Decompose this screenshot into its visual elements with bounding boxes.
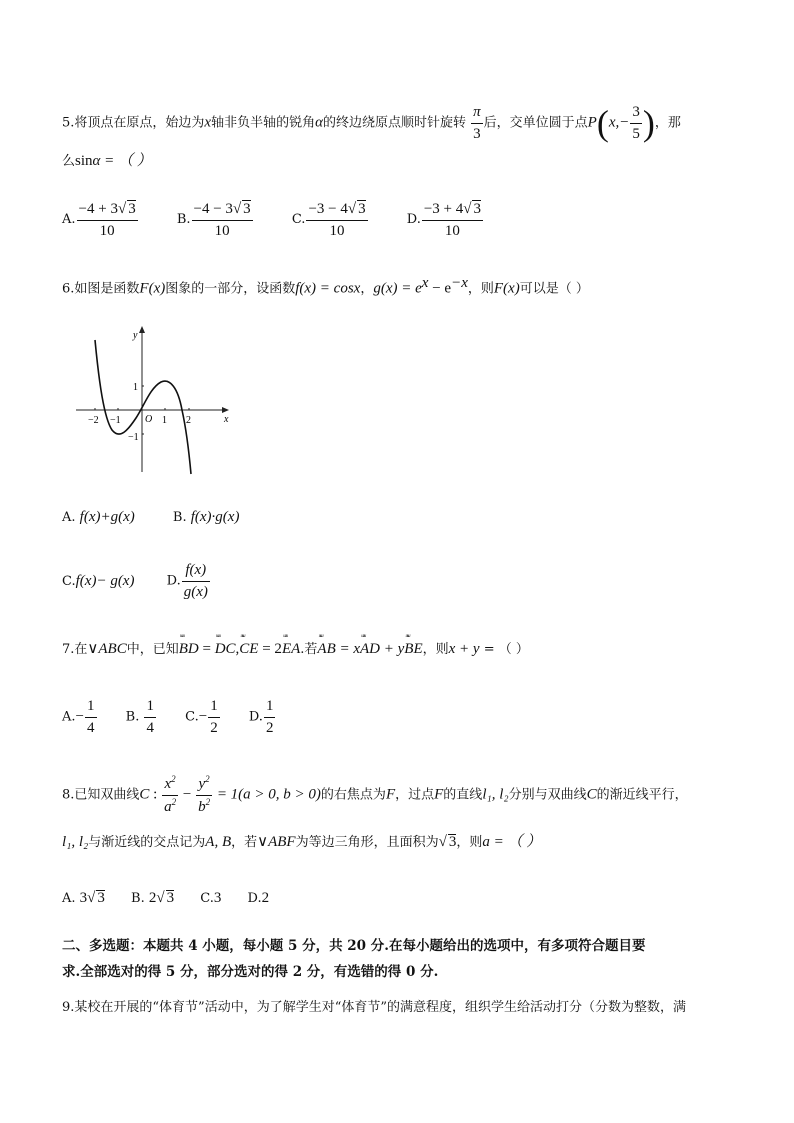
q5-opt-c-num: −3 − 4 bbox=[308, 201, 348, 217]
q6-fx: f(x) = cosx bbox=[295, 280, 361, 297]
q5-opt-a-label: A. bbox=[62, 212, 76, 227]
q6-option-a[interactable] bbox=[62, 510, 135, 525]
q8-opt-a-coef: 3 bbox=[79, 890, 88, 906]
tick-label-y-p1: 1 bbox=[133, 382, 138, 393]
q5-text-d: 后，交单位圆于点 bbox=[483, 115, 588, 131]
q5-opt-a-root: 3 bbox=[128, 201, 136, 217]
q6-line1 bbox=[62, 276, 589, 296]
y-axis-arrow bbox=[139, 326, 145, 333]
q6-option-d[interactable] bbox=[167, 562, 211, 600]
q6-gx-sup1: x bbox=[421, 275, 429, 291]
q5-p-den: 5 bbox=[632, 125, 640, 142]
q8-options bbox=[62, 890, 303, 906]
q5-option-c[interactable] bbox=[292, 200, 369, 239]
q7-opt-d-den: 2 bbox=[265, 719, 274, 736]
q8-opt-c-label: C. bbox=[200, 891, 214, 906]
q5-option-d[interactable] bbox=[407, 200, 484, 239]
q6-function-graph bbox=[66, 322, 236, 478]
q8-l1l2: l₁, l₂ bbox=[482, 786, 509, 803]
q5-opt-c-root: 3 bbox=[358, 201, 366, 217]
q6-opt-c-label: C. bbox=[62, 573, 76, 589]
q5-opt-b-label: B. bbox=[176, 212, 191, 227]
q6-opt-b-label: B. bbox=[172, 510, 187, 525]
q8-text-d: 的直线 bbox=[443, 787, 483, 803]
q6-opt-d-num: f(x) bbox=[182, 562, 210, 582]
q7-vec-ad: ᵚᵚ AD bbox=[360, 642, 380, 657]
q7-opt-b-num: 1 bbox=[144, 698, 156, 718]
q5-sin: sin bbox=[75, 153, 93, 169]
q6-Fx2: F(x) bbox=[493, 280, 520, 297]
q5-option-b[interactable] bbox=[177, 200, 254, 239]
q6-Fx: F(x) bbox=[139, 280, 166, 297]
q7-opt-b-den: 4 bbox=[146, 719, 154, 736]
q8-C: C bbox=[139, 786, 150, 803]
q5-line2-tail: α = （ ） bbox=[92, 153, 152, 169]
q8-opt-a-label: A. bbox=[62, 891, 76, 906]
q5-alpha: α bbox=[315, 114, 323, 131]
q8-AB: A, B bbox=[205, 834, 232, 850]
q5-opt-c-den: 10 bbox=[329, 222, 345, 239]
function-curve bbox=[95, 340, 191, 474]
q5-opt-a-den: 10 bbox=[99, 222, 115, 239]
q8-opt-c-text: 3 bbox=[213, 890, 222, 906]
q7-text: 7.在 bbox=[62, 642, 88, 657]
q6-opt-a-expr: f(x)+g(x) bbox=[79, 509, 135, 525]
q5-opt-c-label: C. bbox=[291, 212, 306, 227]
q8-a2: a bbox=[164, 798, 172, 815]
q7-opt-b-label: B. bbox=[125, 709, 140, 725]
q8-minus: − bbox=[179, 786, 196, 803]
q8-line2-c: 为等边三角形，且面积为 bbox=[295, 835, 439, 850]
q7-opt-c-num: 1 bbox=[208, 698, 220, 718]
q7-ruo: .若 bbox=[300, 642, 318, 657]
q6-opt-c-expr: f(x)− g(x) bbox=[75, 572, 135, 589]
q8-opt-b-root: 3 bbox=[166, 890, 175, 906]
q5-opt-d-den: 10 bbox=[444, 222, 460, 239]
q9-line1: 9.某校在开展的“体育节”活动中，为了解学生对“体育节”的满意程度，组织学生给活动打分（分数为整数，满 bbox=[62, 1000, 686, 1015]
q7-plus: + y bbox=[380, 641, 405, 657]
q8-x-frac bbox=[162, 775, 178, 815]
q8-option-a[interactable]: A. 3√ 3 bbox=[62, 890, 105, 906]
q6-text-b: 图象的一部分，设函数 bbox=[165, 281, 296, 297]
tick-label-x-p1: 1 bbox=[162, 415, 167, 426]
y-axis-label: y bbox=[133, 330, 138, 341]
q5-option-a[interactable] bbox=[62, 200, 139, 239]
q8-cond: = 1(a > 0, b > 0) bbox=[213, 786, 321, 803]
q8-opt-b-label: B. bbox=[131, 891, 145, 906]
q7-opt-b-frac bbox=[144, 698, 156, 736]
q7-triangle: ∨ABC bbox=[87, 641, 127, 657]
q6-gx-mid: − e bbox=[428, 280, 452, 297]
q7-option-a[interactable] bbox=[62, 698, 98, 736]
q7-opt-a-den: 4 bbox=[87, 719, 95, 736]
q6-opt-b-expr: f(x)·g(x) bbox=[190, 509, 240, 525]
q8-a2-sup: 2 bbox=[171, 796, 177, 807]
q6-opt-d-label: D. bbox=[166, 573, 181, 589]
q8-y2: y bbox=[198, 776, 206, 792]
q8-text: 8.已知双曲线 bbox=[62, 787, 140, 803]
q5-point-x: x,− bbox=[608, 114, 630, 131]
q7-opt-d-frac bbox=[264, 698, 276, 736]
q7-eq2: = 2 bbox=[258, 641, 282, 657]
q5-line2 bbox=[62, 154, 152, 169]
q8-line2-a: 与渐近线的交点记为 bbox=[88, 835, 206, 850]
q7-xy: x + y bbox=[448, 641, 480, 657]
q8-option-d[interactable] bbox=[248, 891, 270, 906]
q5-opt-d-frac: $\frac{-3 + 4√ 3}{10}$ bbox=[423, 201, 481, 239]
q8-b2-sup: 2 bbox=[205, 796, 211, 807]
q7-opt-a-sign: − bbox=[75, 708, 84, 725]
q8-opt-d-label: D. bbox=[247, 891, 262, 906]
q6-gx: g(x) = e bbox=[373, 280, 422, 297]
q7-vec-bd: ᵚᵚ BD bbox=[179, 642, 199, 657]
q7-line1 bbox=[62, 642, 529, 657]
q7-opt-c-den: 2 bbox=[210, 719, 218, 736]
tick-label-x-p2: 2 bbox=[186, 415, 191, 426]
q8-y-frac bbox=[196, 775, 212, 815]
q5-lparen: ( bbox=[596, 103, 609, 143]
q7-text-d: = （ ） bbox=[479, 642, 529, 657]
tick-label-x-m1: −1 bbox=[110, 415, 121, 426]
q8-a: a bbox=[482, 834, 490, 850]
q8-opt-b-coef: 2 bbox=[148, 890, 157, 906]
q6-text-d: 可以是（ ） bbox=[519, 281, 589, 297]
q7-vec-ab: ᵚᵚ AB bbox=[317, 642, 335, 657]
q8-area-root: 3 bbox=[448, 834, 457, 850]
q8-text-e: 分别与双曲线 bbox=[508, 787, 587, 803]
q5-x-var: x bbox=[204, 114, 212, 131]
tick-label-y-m1: −1 bbox=[128, 432, 139, 443]
q8-line2-b: ，若 bbox=[231, 835, 258, 850]
q7-opt-d-label: D. bbox=[248, 709, 263, 725]
q7-opt-a-num: 1 bbox=[85, 698, 97, 718]
q8-opt-d-text: 2 bbox=[261, 890, 270, 906]
q8-x2: x bbox=[164, 776, 172, 792]
q8-b2: b bbox=[198, 798, 206, 815]
x-axis-arrow bbox=[222, 407, 229, 413]
q7-option-b[interactable] bbox=[126, 698, 157, 736]
q5-opt-b-den: 10 bbox=[214, 222, 230, 239]
q8-F2: F bbox=[434, 786, 444, 803]
q8-opt-a-root: 3 bbox=[97, 890, 105, 906]
section2-heading-line2: 求.全部选对的得 5 分，部分选对的得 2 分，有选错的得 0 分. bbox=[62, 964, 439, 980]
q5-point-fraction bbox=[630, 104, 642, 142]
q7-comma: , bbox=[235, 641, 240, 657]
q5-opt-b-num: −4 − 3 bbox=[193, 201, 233, 217]
q8-colon: : bbox=[149, 786, 162, 803]
q5-line1 bbox=[62, 104, 681, 142]
q7-vec-ce: ᵚᵚ CE bbox=[239, 642, 258, 657]
q7-opt-a-label: A. bbox=[62, 709, 76, 725]
q6-text: 6.如图是函数 bbox=[62, 281, 140, 297]
q7-opt-d-num: 1 bbox=[264, 698, 276, 718]
q6-options-row2 bbox=[62, 562, 245, 600]
q8-line2-d: ，则 bbox=[456, 835, 483, 850]
section2-heading-line1: 二、多选题：本题共 4 小题，每小题 5 分，共 20 分.在每小题给出的选项中，有多项符合题目要 bbox=[62, 938, 646, 954]
q8-text-c: ，过点 bbox=[395, 787, 435, 803]
q6-gx-sup2: −x bbox=[451, 275, 468, 291]
q8-line2: l₁, l₂与渐近线的交点记为A, B，若∨ABF为等边三角形，且面积为√ 3，则a = （ ） bbox=[62, 834, 542, 850]
q6-options-row1 bbox=[62, 510, 273, 525]
q7-opt-c-label: C. bbox=[185, 709, 199, 725]
q7-text-c: ，则 bbox=[422, 642, 449, 657]
q6-opt-d-frac bbox=[182, 562, 210, 600]
q7-vec-ea: ᵚᵚ EA bbox=[282, 642, 300, 657]
q5-rotation-fraction bbox=[471, 104, 483, 142]
q5-frac-num: π bbox=[471, 104, 483, 124]
q7-option-d[interactable] bbox=[249, 698, 277, 736]
q7-vec-be: ᵚᵚ BE bbox=[404, 642, 422, 657]
q6-option-c[interactable] bbox=[62, 574, 134, 589]
q7-eq3: = x bbox=[335, 641, 361, 657]
q5-options bbox=[62, 200, 518, 239]
q5-text-e: ，那 bbox=[654, 115, 681, 131]
q8-x2-sup: 2 bbox=[171, 774, 176, 784]
q8-triangle: ∨ABF bbox=[257, 834, 296, 850]
x-axis-label: x bbox=[224, 414, 229, 425]
q8-y2-sup: 2 bbox=[205, 774, 210, 784]
q6-option-b[interactable] bbox=[173, 510, 240, 525]
q5-opt-d-label: D. bbox=[406, 212, 421, 227]
q8-F: F bbox=[385, 786, 396, 803]
q5-opt-d-num: −3 + 4 bbox=[423, 201, 464, 217]
q7-eq1: = bbox=[198, 641, 215, 657]
q8-text-f: 的渐近线平行， bbox=[596, 787, 688, 803]
q6-text-c: ，则 bbox=[467, 281, 494, 297]
q5-opt-a-num: −4 + 3 bbox=[78, 201, 118, 217]
q5-text-b: 轴非负半轴的锐角 bbox=[211, 115, 316, 131]
q7-opt-c-frac bbox=[208, 698, 220, 736]
q5-opt-c-frac: $\frac{-3 - 4√ 3}{10}$ bbox=[308, 201, 366, 239]
q5-frac-den: 3 bbox=[473, 125, 481, 142]
q6-opt-a-label: A. bbox=[62, 510, 76, 525]
q5-rparen: ) bbox=[642, 103, 655, 143]
q6-opt-d-den: g(x) bbox=[183, 583, 208, 600]
q7-opt-a-frac bbox=[85, 698, 97, 736]
q5-p-num: 3 bbox=[630, 104, 642, 124]
q8-line2-e: = （ ） bbox=[489, 834, 542, 850]
q5-text: 5.将顶点在原点，始边为 bbox=[62, 115, 205, 131]
q8-option-c[interactable] bbox=[200, 891, 221, 906]
q5-opt-d-root: 3 bbox=[473, 201, 481, 217]
q5-point: P bbox=[587, 114, 597, 131]
q5-opt-a-frac: $\frac{-4 + 3√ 3}{10}$ bbox=[78, 201, 136, 239]
q8-option-b[interactable]: B. 2√ 3 bbox=[131, 890, 175, 906]
q7-opt-c-sign: − bbox=[198, 708, 208, 725]
q7-vec-dc: ᵚᵚ DC bbox=[215, 642, 236, 657]
q7-text-b: 中，已知 bbox=[126, 642, 179, 657]
q8-line2-l: l₁, l₂ bbox=[62, 834, 89, 850]
q8-text-b: 的右焦点为 bbox=[320, 787, 386, 803]
q7-options bbox=[62, 698, 310, 736]
q7-option-c[interactable] bbox=[185, 698, 221, 736]
q5-line2-text: 么 bbox=[62, 154, 76, 169]
q8-C2: C bbox=[586, 786, 597, 803]
q6-sep: ， bbox=[360, 281, 374, 297]
q5-opt-b-root: 3 bbox=[243, 201, 251, 217]
q5-opt-b-frac: $\frac{-4 - 3√ 3}{10}$ bbox=[193, 201, 251, 239]
q5-text-c: 的终边绕原点顺时针旋转 bbox=[322, 115, 466, 131]
q8-line1 bbox=[62, 775, 688, 815]
tick-label-x-m2: −2 bbox=[88, 415, 99, 426]
origin-label: O bbox=[145, 414, 153, 425]
